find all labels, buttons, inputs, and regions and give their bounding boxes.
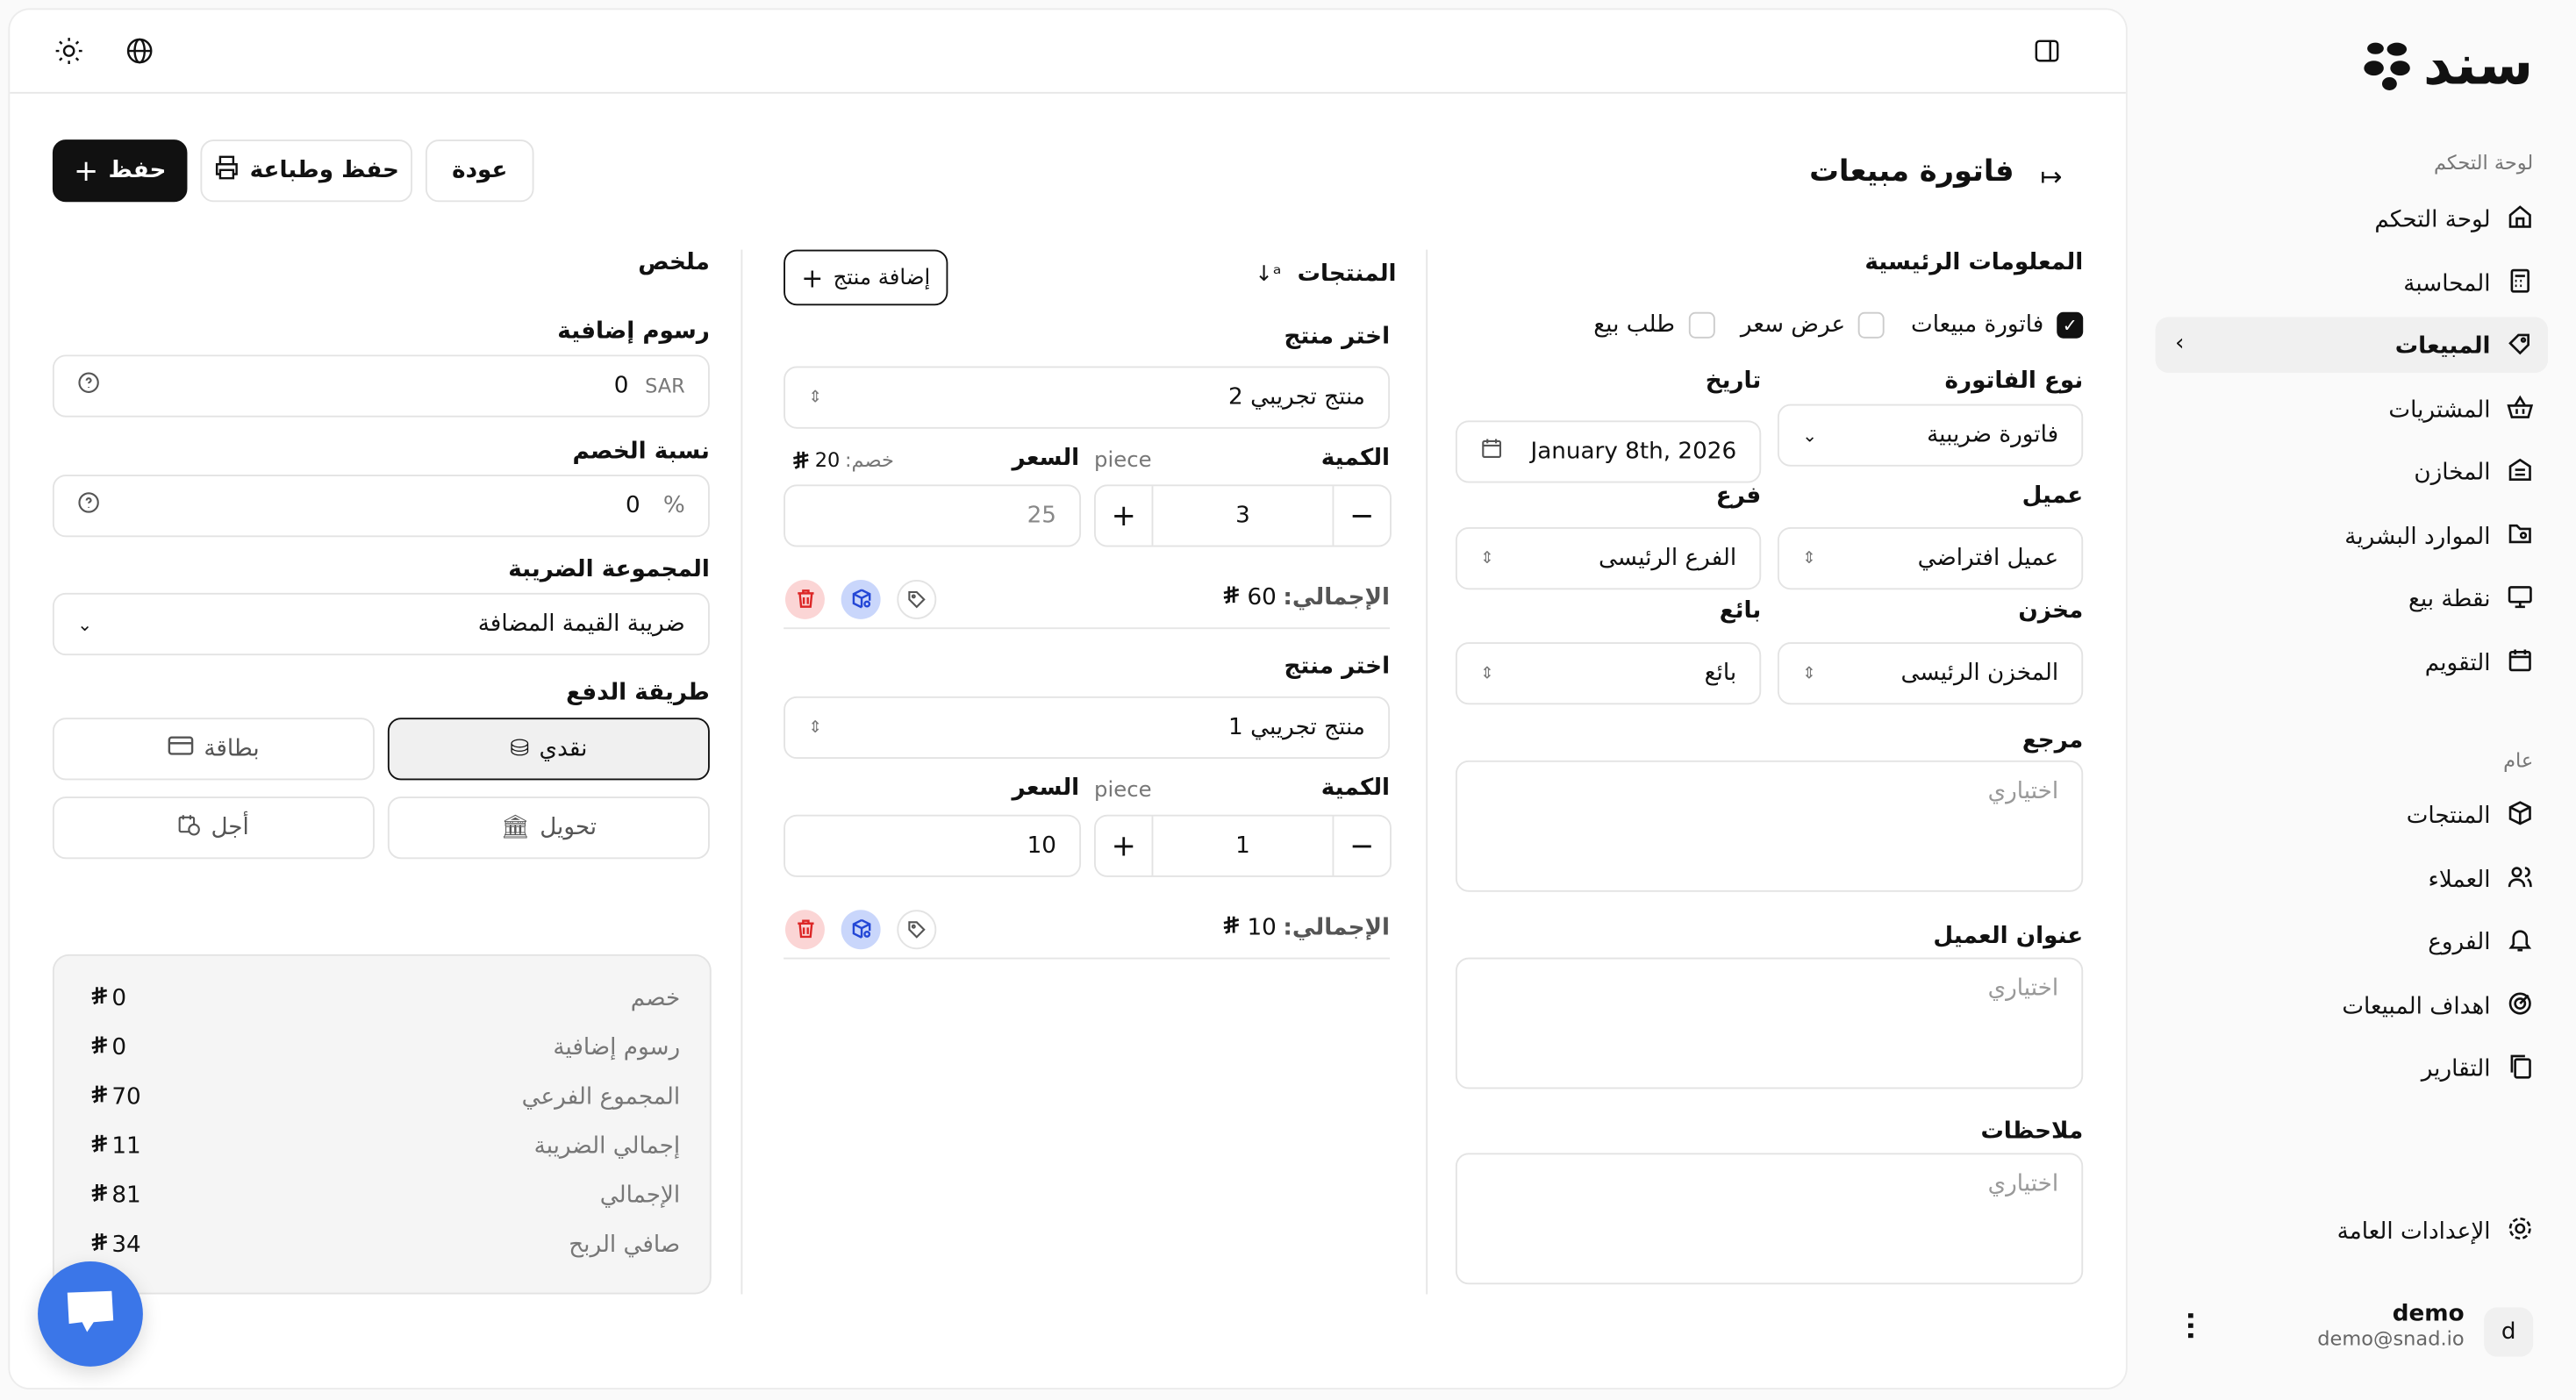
section-label-general: عام xyxy=(2503,748,2534,773)
chevron-up-down-icon: ⇕ xyxy=(1480,664,1494,682)
label: العملاء xyxy=(2428,867,2491,894)
payment-deferred[interactable] xyxy=(53,796,375,859)
printer-icon xyxy=(213,154,240,187)
unit-label: piece xyxy=(1094,448,1152,474)
sort-icon[interactable]: ↓ᵃ xyxy=(1255,262,1282,288)
notes-input[interactable]: اختياري xyxy=(1456,1153,2083,1284)
label: المبيعات xyxy=(2394,333,2491,361)
divider xyxy=(784,958,1390,960)
save-print-button[interactable] xyxy=(200,139,412,202)
sidebar-item-reports[interactable] xyxy=(2422,1053,2534,1085)
label: الموارد البشرية xyxy=(2344,524,2491,551)
riyal-icon xyxy=(90,1084,109,1104)
checkbox-sales-invoice[interactable] xyxy=(1911,312,2083,339)
value: بائع xyxy=(1704,660,1737,687)
checkbox-box xyxy=(1858,312,1885,339)
riyal-icon xyxy=(1222,585,1241,604)
label: طلب بيع xyxy=(1593,311,1675,339)
price-input[interactable] xyxy=(784,484,1081,546)
user-name: demo xyxy=(2392,1300,2465,1327)
summary-row xyxy=(87,1232,680,1258)
label: خصم: xyxy=(844,448,894,472)
label: المنتجات xyxy=(2406,803,2491,830)
customer-label: عميل xyxy=(2021,482,2084,510)
plus-icon: + xyxy=(74,154,99,189)
tag-button[interactable] xyxy=(897,580,936,619)
price-label: السعر xyxy=(1012,445,1080,472)
summary-row xyxy=(87,1133,680,1160)
tax-group-label: المجموعة الضريبة xyxy=(508,556,710,583)
discount-info xyxy=(789,448,894,471)
logo-mark-icon xyxy=(2361,38,2410,94)
sidebar-toggle-icon[interactable] xyxy=(2034,38,2060,70)
divider xyxy=(741,250,742,1295)
line-total xyxy=(1220,915,1390,941)
label: أجل xyxy=(211,814,249,841)
value: المخزن الرئيسى xyxy=(1900,660,2059,687)
target-icon xyxy=(2507,990,2533,1023)
warehouse-select[interactable] xyxy=(1778,642,2083,704)
top-bar xyxy=(10,10,2126,93)
seller-label: بائع xyxy=(1719,597,1762,625)
package-search-icon xyxy=(850,914,871,946)
gear-icon xyxy=(2507,1216,2533,1248)
chevron-up-down-icon: ⇕ xyxy=(808,388,822,407)
summary-totals-box xyxy=(53,954,712,1295)
sidebar-item-accounting[interactable] xyxy=(2403,268,2533,300)
trash-icon xyxy=(794,914,815,946)
quantity-value[interactable]: 3 xyxy=(1235,502,1250,529)
product-select[interactable] xyxy=(784,367,1390,429)
choose-product-label: اختر منتج xyxy=(1284,654,1391,681)
quantity-label: الكمية xyxy=(1320,445,1391,472)
tags-icon xyxy=(907,584,927,616)
customer-select[interactable] xyxy=(1778,527,2083,589)
credit-card-icon xyxy=(168,736,194,762)
label: المجموع الفرعي xyxy=(521,1083,681,1111)
label: إجمالي الضريبة xyxy=(533,1132,681,1160)
invoice-type-label: نوع الفاتورة xyxy=(1944,368,2084,395)
basket-icon xyxy=(2507,394,2533,426)
customer-address-input[interactable]: اختياري xyxy=(1456,958,2083,1089)
checkbox-quotation[interactable] xyxy=(1741,312,1885,339)
chat-bubble-icon xyxy=(64,1286,117,1342)
divider xyxy=(1426,250,1428,1295)
quantity-stepper[interactable] xyxy=(1094,815,1392,877)
payment-method-label: طريقة الدفع xyxy=(566,680,710,707)
label: اهداف المبيعات xyxy=(2342,993,2491,1020)
branch-label: فرع xyxy=(1715,482,1762,510)
products-heading: المنتجات xyxy=(1297,261,1397,288)
chevron-up-down-icon: ⇕ xyxy=(1480,549,1494,568)
brand-name: سند xyxy=(2422,32,2534,99)
quantity-stepper[interactable] xyxy=(1094,484,1392,546)
increment-button[interactable]: + xyxy=(1096,817,1154,875)
value: 11 xyxy=(111,1132,141,1160)
value: 0 xyxy=(625,492,640,519)
user-email: demo@snad.io xyxy=(2317,1326,2465,1351)
choose-product-label: اختر منتج xyxy=(1284,323,1391,350)
monitor-icon xyxy=(2507,583,2533,616)
chevron-down-icon: ⌄ xyxy=(1802,425,1818,446)
value: 70 xyxy=(111,1083,141,1111)
decrement-button[interactable]: − xyxy=(1333,486,1391,545)
calendar-icon xyxy=(1480,437,1503,467)
label: المحاسبة xyxy=(2403,270,2491,297)
divider xyxy=(784,627,1390,629)
bell-icon xyxy=(2507,926,2533,959)
label: نقدي xyxy=(539,735,588,762)
section-label-dashboard: لوحة التحكم xyxy=(2433,151,2534,175)
avatar[interactable]: d xyxy=(2484,1307,2533,1356)
label: الإعدادات العامة xyxy=(2336,1218,2491,1246)
package-search-icon xyxy=(850,584,871,616)
delete-button[interactable] xyxy=(785,580,825,619)
box-icon xyxy=(2507,800,2533,832)
sidebar-item-dashboard[interactable] xyxy=(2374,204,2533,236)
label: رسوم إضافية xyxy=(553,1034,681,1061)
label: خصم xyxy=(630,985,681,1012)
summary-row xyxy=(87,1084,680,1111)
sidebar-item-sales-goals[interactable] xyxy=(2342,990,2533,1023)
line-total xyxy=(1220,585,1390,611)
label: لوحة التحكم xyxy=(2374,206,2491,233)
sun-icon[interactable] xyxy=(54,36,84,72)
label: المشتريات xyxy=(2388,397,2491,425)
more-vertical-icon[interactable]: ··· xyxy=(2175,1311,2207,1341)
value: ضريبة القيمة المضافة xyxy=(477,611,685,638)
value: 20 xyxy=(814,448,841,472)
label: فاتورة مبيعات xyxy=(1911,311,2044,339)
seller-select[interactable] xyxy=(1456,642,1761,704)
reference-input[interactable]: اختياري xyxy=(1456,761,2083,892)
home-icon xyxy=(2507,204,2533,236)
warehouse-label: مخزن xyxy=(2018,597,2084,625)
calendar-clock-icon xyxy=(178,813,201,843)
summary-row xyxy=(87,1182,680,1209)
value: 0 xyxy=(111,1034,127,1061)
calculator-icon xyxy=(2507,268,2533,300)
increment-button[interactable]: + xyxy=(1096,486,1154,545)
sidebar-item-sales[interactable] xyxy=(2395,330,2533,362)
reference-label: مرجع xyxy=(2021,727,2084,754)
check-icon: ✓ xyxy=(2057,312,2083,339)
plus-icon: + xyxy=(801,261,824,294)
user-info[interactable] xyxy=(2317,1301,2464,1350)
folder-user-icon xyxy=(2507,521,2533,554)
date-picker[interactable] xyxy=(1456,420,1761,482)
label: حفظ xyxy=(108,157,167,184)
chevron-up-down-icon: ⇕ xyxy=(808,718,822,737)
sidebar-item-warehouses[interactable] xyxy=(2414,457,2533,489)
chevron-down-icon: ⌄ xyxy=(77,613,93,635)
document-type-group xyxy=(1593,312,2083,339)
users-icon xyxy=(2507,864,2533,896)
label: الإجمالي: xyxy=(1283,914,1391,941)
branch-select[interactable] xyxy=(1456,527,1761,589)
product-lookup-button[interactable] xyxy=(841,580,881,619)
customer-address-label: عنوان العميل xyxy=(1933,923,2084,950)
help-circle-icon[interactable] xyxy=(77,371,100,401)
payment-card[interactable] xyxy=(53,718,375,780)
back-arrow-icon[interactable]: ↦ xyxy=(2040,161,2063,193)
sidebar-item-settings[interactable] xyxy=(2337,1216,2534,1248)
trash-icon xyxy=(794,584,815,616)
payment-transfer[interactable] xyxy=(388,796,710,859)
product-select[interactable] xyxy=(784,696,1390,759)
product-lookup-button[interactable] xyxy=(841,910,881,949)
cash-icon: ⛁ xyxy=(510,735,530,762)
label: نقطة بيع xyxy=(2408,586,2491,613)
sidebar-item-hr[interactable] xyxy=(2344,521,2533,554)
help-circle-icon[interactable] xyxy=(77,491,100,521)
label: عرض سعر xyxy=(1740,311,1846,339)
fees-label: رسوم إضافية xyxy=(557,318,710,346)
chevron-up-down-icon: ⇕ xyxy=(1802,549,1816,568)
tags-icon xyxy=(907,914,927,946)
value: منتج تجريبي 2 xyxy=(1228,384,1365,411)
value: 60 xyxy=(1247,584,1277,611)
label: التقارير xyxy=(2421,1055,2491,1082)
value: January 8th, 2026 xyxy=(1530,438,1737,465)
value: منتج تجريبي 1 xyxy=(1228,714,1365,741)
date-label: تاريخ xyxy=(1705,368,1762,395)
label: الفروع xyxy=(2428,929,2491,956)
label: التقويم xyxy=(2424,650,2491,677)
label: إضافة منتج xyxy=(833,265,931,290)
bank-icon: 🏛︎ xyxy=(500,814,530,841)
sidebar-item-products[interactable] xyxy=(2407,800,2534,832)
back-button[interactable] xyxy=(426,139,534,202)
sidebar-item-purchases[interactable] xyxy=(2388,394,2533,426)
tax-group-select[interactable] xyxy=(53,593,710,655)
label: صافي الربح xyxy=(569,1232,681,1259)
tag-icon xyxy=(2507,330,2533,362)
label: حفظ وطباعة xyxy=(249,157,399,184)
price-label: السعر xyxy=(1012,775,1080,802)
checkbox-sales-order[interactable] xyxy=(1593,312,1714,339)
riyal-icon xyxy=(791,450,810,469)
value: 10 xyxy=(1027,832,1056,860)
riyal-icon xyxy=(90,985,109,1004)
copy-icon xyxy=(2507,1053,2533,1085)
riyal-icon xyxy=(90,1182,109,1202)
fees-input[interactable] xyxy=(53,354,710,417)
percent-label: % xyxy=(662,492,685,519)
riyal-icon xyxy=(1222,915,1241,934)
add-product-button[interactable] xyxy=(784,250,948,306)
summary-row xyxy=(87,1035,680,1061)
chevron-left-icon[interactable]: ‹ xyxy=(2175,330,2185,357)
summary-heading: ملخص xyxy=(638,249,710,276)
value: الفرع الرئيسى xyxy=(1598,545,1737,572)
riyal-icon xyxy=(90,1232,109,1251)
label: تحويل xyxy=(540,814,597,841)
save-button[interactable] xyxy=(53,139,188,202)
sidebar-item-calendar[interactable] xyxy=(2425,647,2533,680)
currency-label: SAR xyxy=(645,374,685,398)
label: بطاقة xyxy=(204,735,260,762)
quantity-value[interactable]: 1 xyxy=(1235,832,1250,860)
decrement-button[interactable]: − xyxy=(1333,817,1391,875)
notes-label: ملاحظات xyxy=(1980,1118,2084,1146)
riyal-icon xyxy=(90,1133,109,1153)
chevron-up-down-icon: ⇕ xyxy=(1802,664,1816,682)
discount-label: نسبة الخصم xyxy=(572,438,710,465)
chat-widget-button[interactable] xyxy=(38,1261,143,1367)
main-info-heading: المعلومات الرئيسية xyxy=(1864,249,2084,276)
value: عميل افتراضي xyxy=(1917,545,2059,572)
globe-icon[interactable] xyxy=(125,36,154,72)
main-panel xyxy=(10,10,2126,1388)
calendar-icon xyxy=(2507,647,2533,680)
summary-row xyxy=(87,985,680,1011)
label: عودة xyxy=(452,157,508,184)
label: المخازن xyxy=(2414,460,2491,487)
label: الإجمالي: xyxy=(1283,584,1391,611)
quantity-label: الكمية xyxy=(1320,775,1391,802)
sidebar-item-customers[interactable] xyxy=(2428,864,2533,896)
tag-button[interactable] xyxy=(897,910,936,949)
value: 25 xyxy=(1027,502,1056,529)
sidebar-item-branches[interactable] xyxy=(2428,926,2533,959)
payment-cash[interactable] xyxy=(388,718,710,780)
checkbox-box xyxy=(1688,312,1714,339)
value: فاتورة ضريبية xyxy=(1927,422,2059,449)
brand-logo xyxy=(2361,32,2534,98)
sidebar-item-pos[interactable] xyxy=(2408,583,2533,616)
label: الإجمالي xyxy=(599,1182,681,1210)
price-input[interactable] xyxy=(784,815,1081,877)
value: 0 xyxy=(613,373,629,399)
page-title: فاتورة مبيعات xyxy=(1809,154,2014,189)
value: 81 xyxy=(111,1182,141,1210)
unit-label: piece xyxy=(1094,778,1152,804)
discount-input[interactable] xyxy=(53,475,710,537)
riyal-icon xyxy=(90,1035,109,1054)
value: 34 xyxy=(111,1232,141,1259)
value: 10 xyxy=(1247,914,1277,941)
warehouse-icon xyxy=(2507,457,2533,489)
invoice-type-select[interactable] xyxy=(1778,404,2083,467)
value: 0 xyxy=(111,985,127,1012)
delete-button[interactable] xyxy=(785,910,825,949)
